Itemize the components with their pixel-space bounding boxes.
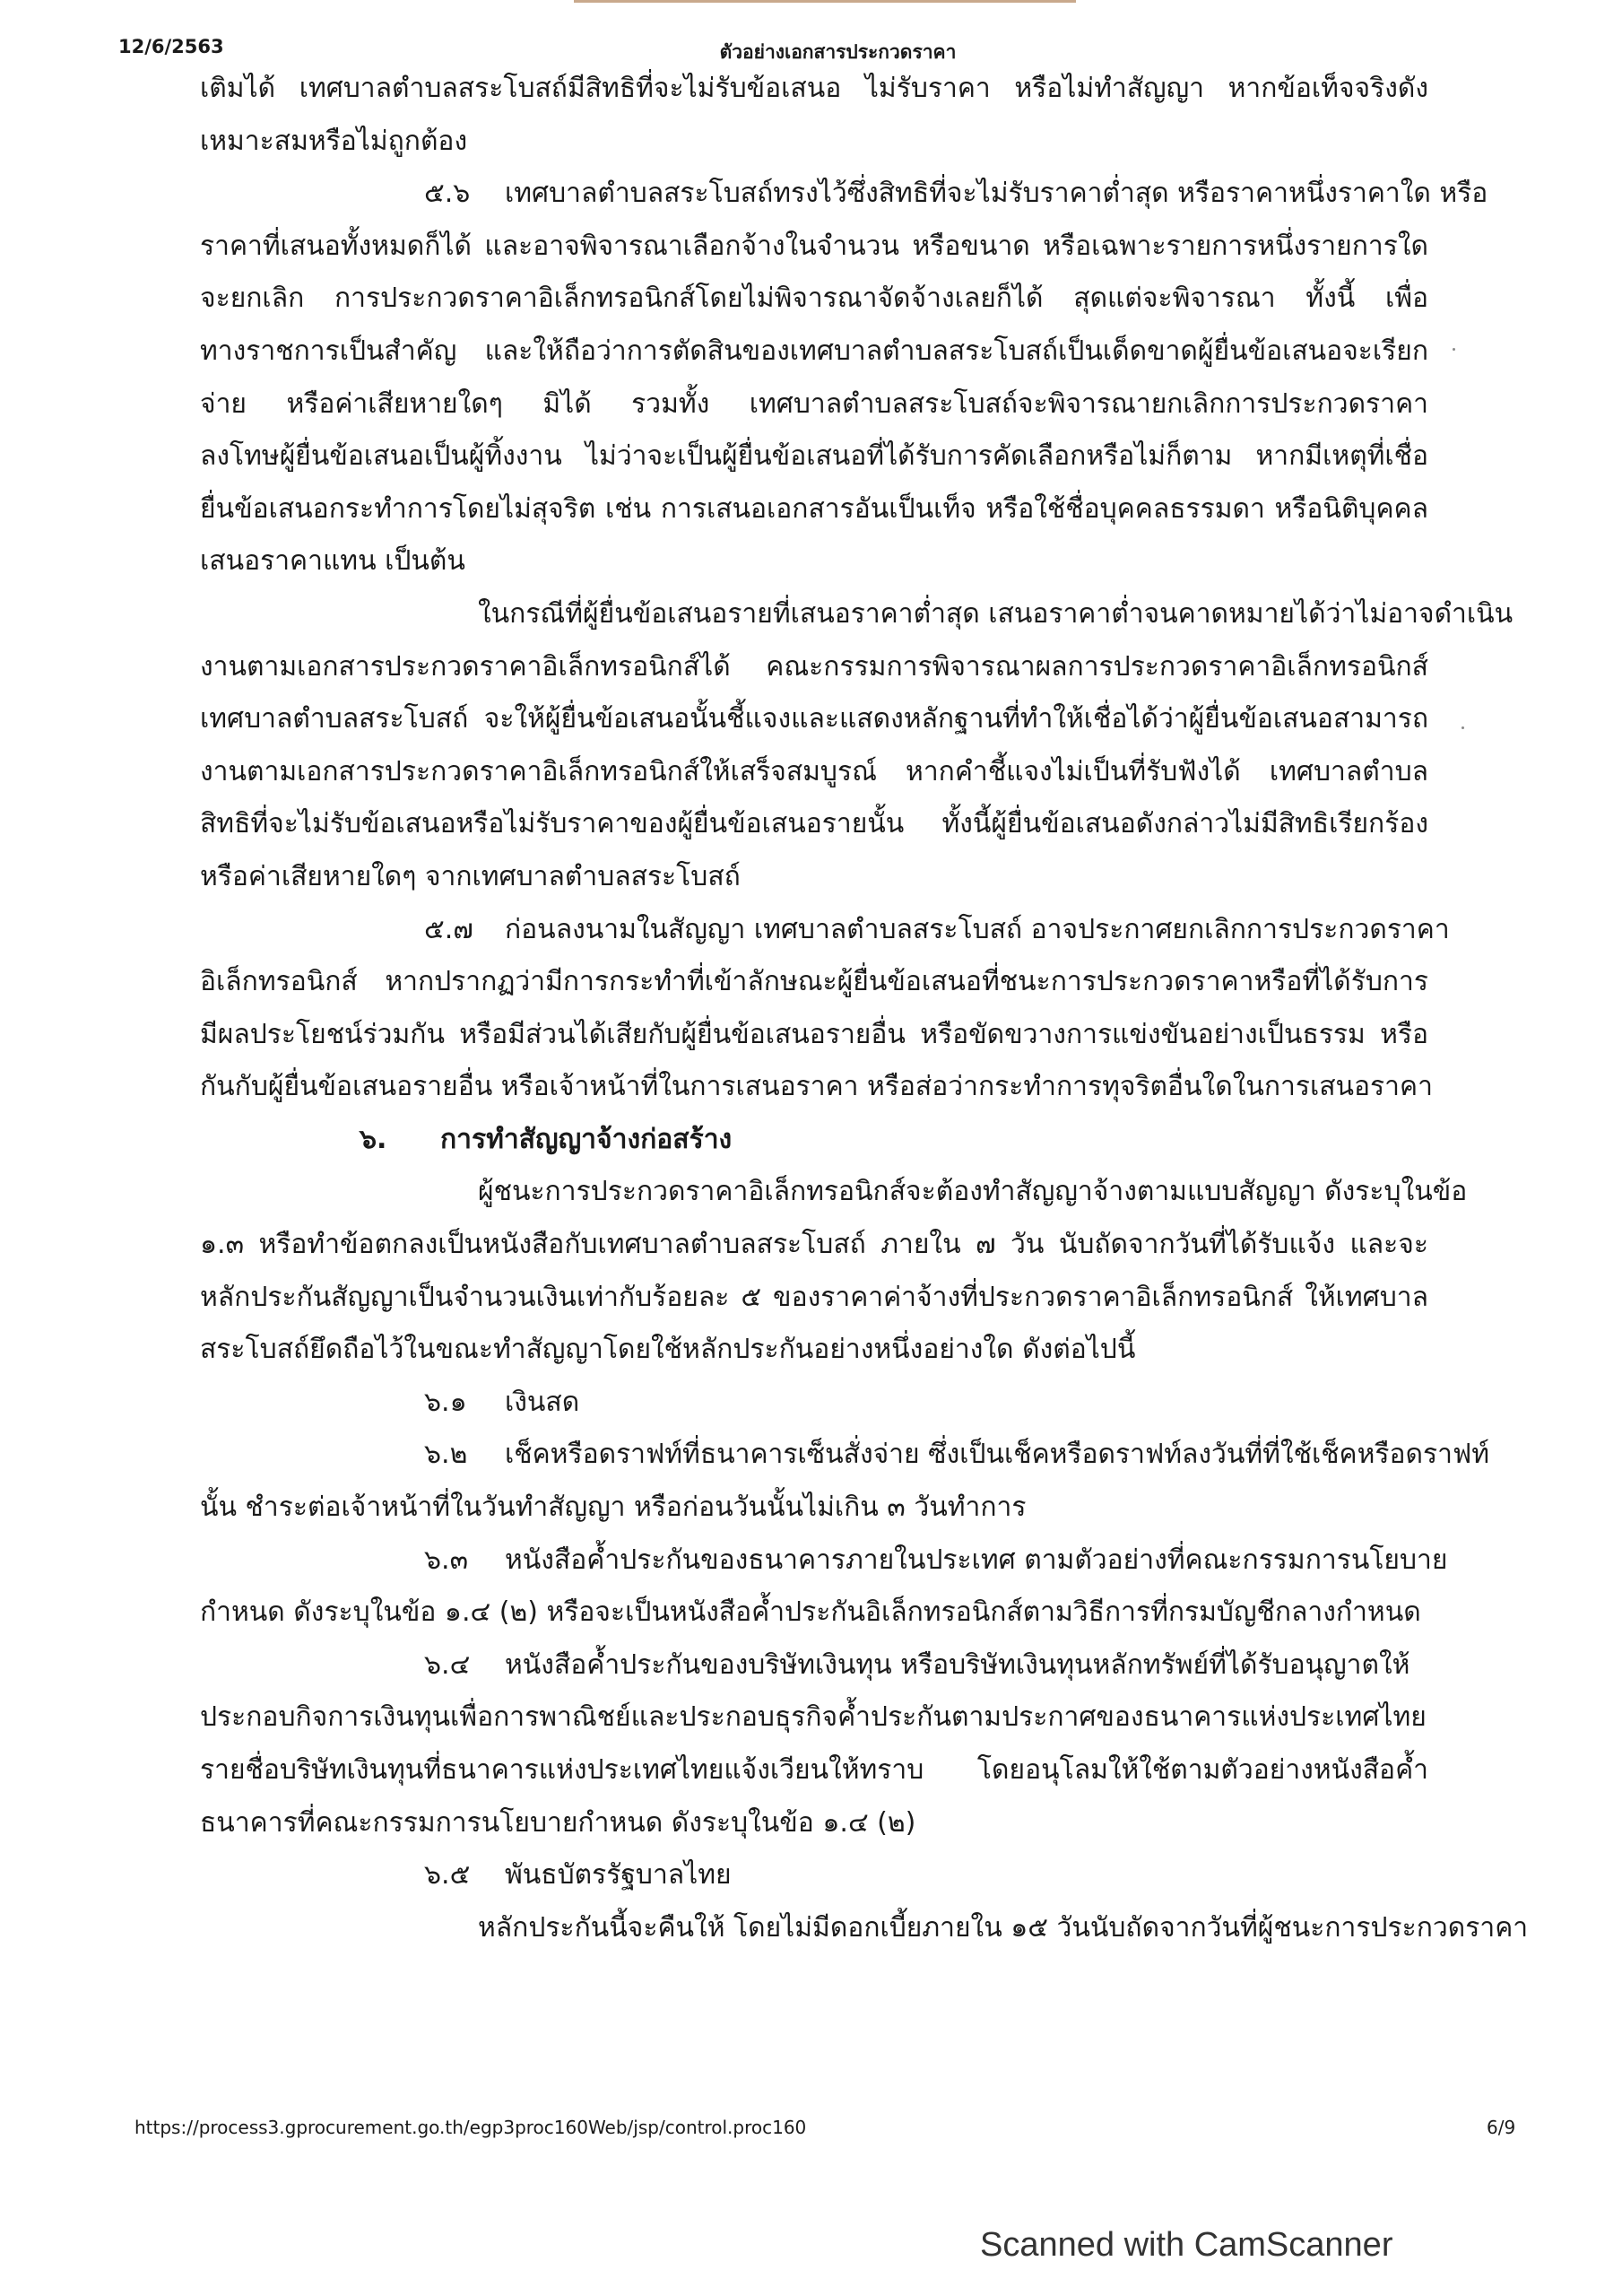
document-line	[200, 1692, 1428, 1744]
document-line	[200, 378, 1428, 431]
line-text: กำหนด ดังระบุในข้อ ๑.๔ (๒) หรือจะเป็นหนังสือค้ำประกันอิเล็กทรอนิกส์ตามวิธีการที่กรมบัญชีกลางกำหนด	[200, 1596, 1421, 1629]
line-text: ธนาคารที่คณะกรรมการนโยบายกำหนด ดังระบุในข้อ ๑.๔ (๒)	[200, 1806, 916, 1839]
clause-number: ๖.๕	[424, 1859, 471, 1892]
line-text: รายชื่อบริษัทเงินทุนที่ธนาคารแห่งประเทศไทยแจ้งเวียนให้ทราบ โดยอนุโลมให้ใช้ตามตัวอย่างหนังสือค้ำ	[200, 1754, 1428, 1786]
line-text: เช็คหรือดราฟท์ที่ธนาคารเซ็นสั่งจ่าย ซึ่งเป็นเช็คหรือดราฟท์ลงวันที่ที่ใช้เช็คหรือดราฟท์	[505, 1439, 1489, 1471]
line-text: เงินสด	[505, 1386, 580, 1418]
line-text: จ่าย หรือค่าเสียหายใดๆ มิได้ รวมทั้ง เทศบาลตำบลสระโบสถ์จะพิจารณายกเลิกการประกวดราคา	[200, 387, 1428, 420]
footer-url: https://process3.gprocurement.go.th/egp3proc160Web/jsp/control.proc160	[134, 2117, 807, 2138]
clause-number: ๖.๔	[424, 1648, 471, 1681]
document-line	[200, 1324, 1428, 1377]
document-line	[200, 430, 1428, 483]
line-text: งานตามเอกสารประกวดราคาอิเล็กทรอนิกส์ให้เสร็จสมบูรณ์ หากคำชี้แจงไม่เป็นที่รับฟังได้ เทศบาลตำบล	[200, 755, 1428, 787]
line-text: ราคาที่เสนอทั้งหมดก็ได้ และอาจพิจารณาเลือกจ้างในจำนวน หรือขนาด หรือเฉพาะรายการหนึ่งรายการใด	[200, 230, 1428, 262]
line-text: การทำสัญญาจ้างก่อสร้าง	[440, 1123, 733, 1155]
document-line	[200, 851, 1428, 904]
line-text: งานตามเอกสารประกวดราคาอิเล็กทรอนิกส์ได้ คณะกรรมการพิจารณาผลการประกวดราคาอิเล็กทรอนิกส์	[200, 650, 1428, 683]
document-line	[200, 1535, 1448, 1587]
line-text: เหมาะสมหรือไม่ถูกต้อง	[200, 125, 468, 157]
line-text: หรือค่าเสียหายใดๆ จากเทศบาลตำบลสระโบสถ์	[200, 860, 741, 892]
document-line	[200, 1849, 1428, 1902]
scan-speck	[1462, 726, 1464, 729]
line-text: หลักประกันสัญญาเป็นจำนวนเงินเท่ากับร้อยละ ๕ ของราคาค่าจ้างที่ประกวดราคาอิเล็กทรอนิกส์ ให้เทศบาล	[200, 1281, 1428, 1313]
document-line	[200, 956, 1428, 1009]
document-line	[200, 1114, 1428, 1167]
line-text: นั้น ชำระต่อเจ้าหน้าที่ในวันทำสัญญา หรือก่อนวันนั้นไม่เกิน ๓ วันทำการ	[200, 1492, 1027, 1524]
line-text: ประกอบกิจการเงินทุนเพื่อการพาณิชย์และประกอบธุรกิจค้ำประกันตามประกาศของธนาคารแห่งประเทศไทย	[200, 1701, 1427, 1734]
line-text: เทศบาลตำบลสระโบสถ์ จะให้ผู้ยื่นข้อเสนอนั้นชี้แจงและแสดงหลักฐานที่ทำให้เชื่อได้ว่าผู้ยื่นข้อเสนอสามารถ	[200, 703, 1428, 735]
clause-number: ๖.๑	[424, 1386, 467, 1418]
document-line	[200, 1744, 1428, 1797]
document-line	[200, 273, 1428, 326]
footer-page-number: 6/9	[1487, 2117, 1516, 2138]
document-line	[200, 1797, 1428, 1850]
line-text: อิเล็กทรอนิกส์ หากปรากฏว่ามีการกระทำที่เข้าลักษณะผู้ยื่นข้อเสนอที่ชนะการประกวดราคาหรือที่ได้รับการ	[200, 966, 1428, 998]
document-line	[200, 1219, 1428, 1272]
clause-number: ๖.๓	[424, 1544, 469, 1576]
line-text: ลงโทษผู้ยื่นข้อเสนอเป็นผู้ทิ้งงาน ไม่ว่าจะเป็นผู้ยื่นข้อเสนอที่ได้รับการคัดเลือกหรือไม่ก็ตาม หากมีเหตุที่เชื่อ	[200, 440, 1428, 473]
line-text: หนังสือค้ำประกันของบริษัทเงินทุน หรือบริษัทเงินทุนหลักทรัพย์ที่ได้รับอนุญาตให้	[505, 1648, 1410, 1681]
document-line	[200, 1377, 1428, 1430]
document-line	[200, 116, 1428, 169]
line-text: มีผลประโยชน์ร่วมกัน หรือมีส่วนได้เสียกับผู้ยื่นข้อเสนอรายอื่น หรือขัดขวางการแข่งขันอย่างเป็นธรรม หรือ	[200, 1018, 1428, 1050]
document-line	[200, 63, 1428, 116]
line-text: สิทธิที่จะไม่รับข้อเสนอหรือไม่รับราคาของผู้ยื่นข้อเสนอรายนั้น ทั้งนี้ผู้ยื่นข้อเสนอดังกล่าวไม่มีสิทธิเรียกร้อง	[200, 808, 1428, 840]
line-text: ยื่นข้อเสนอกระทำการโดยไม่สุจริต เช่น การเสนอเอกสารอันเป็นเท็จ หรือใช้ชื่อบุคคลธรรมดา หรือนิติบุคคล	[200, 492, 1428, 525]
clause-number: ๖.	[360, 1123, 387, 1155]
scan-speck	[1453, 348, 1455, 351]
document-line	[200, 1639, 1428, 1692]
document-line	[200, 1009, 1428, 1062]
document-line	[200, 326, 1428, 378]
line-text: ๑.๓ หรือทำข้อตกลงเป็นหนังสือกับเทศบาลตำบลสระโบสถ์ ภายใน ๗ วัน นับถัดจากวันที่ได้รับแจ้ง และจะ	[200, 1229, 1428, 1261]
line-text: กันกับผู้ยื่นข้อเสนอรายอื่น หรือเจ้าหน้าที่ในการเสนอราคา หรือส่อว่ากระทำการทุจริตอื่นใดในการเสนอราคา	[200, 1071, 1433, 1103]
document-line	[200, 221, 1428, 274]
document-line	[200, 798, 1428, 851]
line-text: ก่อนลงนามในสัญญา เทศบาลตำบลสระโบสถ์ อาจประกาศยกเลิกการประกวดราคา	[505, 913, 1450, 945]
line-text: เสนอราคาแทน เป็นต้น	[200, 545, 465, 578]
scan-top-edge	[574, 0, 1076, 3]
scanner-watermark: Scanned with CamScanner	[980, 2226, 1393, 2264]
clause-number: ๕.๖	[424, 178, 471, 210]
clause-number: ๕.๗	[424, 913, 473, 945]
document-body	[200, 63, 1529, 1954]
document-line	[200, 1166, 1468, 1219]
document-line	[200, 483, 1428, 536]
line-text: ทางราชการเป็นสำคัญ และให้ถือว่าการตัดสินของเทศบาลตำบลสระโบสถ์เป็นเด็ดขาดผู้ยื่นข้อเสนอจะเรียก	[200, 335, 1428, 367]
header-date: 12/6/2563	[118, 36, 224, 57]
header-title: ตัวอย่างเอกสารประกวดราคา	[719, 41, 957, 63]
line-text: เติมได้ เทศบาลตำบลสระโบสถ์มีสิทธิที่จะไม่รับข้อเสนอ ไม่รับราคา หรือไม่ทำสัญญา หากข้อเท็จจริงดัง	[200, 73, 1428, 104]
document-line	[200, 693, 1428, 746]
document-line	[200, 168, 1488, 221]
clause-number: ๖.๒	[424, 1439, 468, 1471]
document-line	[200, 746, 1428, 799]
document-line	[200, 904, 1450, 957]
line-text: สระโบสถ์ยึดถือไว้ในขณะทำสัญญาโดยใช้หลักประกันอย่างหนึ่งอย่างใด ดังต่อไปนี้	[200, 1334, 1136, 1366]
line-text: จะยกเลิก การประกวดราคาอิเล็กทรอนิกส์โดยไม่พิจารณาจัดจ้างเลยก็ได้ สุดแต่จะพิจารณา ทั้งนี้ เพื่อ	[200, 283, 1428, 315]
document-line	[200, 1587, 1428, 1639]
line-text: พันธบัตรรัฐบาลไทย	[505, 1859, 732, 1892]
document-line	[200, 1429, 1489, 1482]
document-line	[200, 1482, 1428, 1535]
line-text: ผู้ชนะการประกวดราคาอิเล็กทรอนิกส์จะต้องทำสัญญาจ้างตามแบบสัญญา ดังระบุในข้อ	[478, 1176, 1468, 1208]
document-line	[200, 1272, 1428, 1325]
document-line	[200, 1061, 1433, 1114]
document-line	[200, 1902, 1529, 1955]
line-text: เทศบาลตำบลสระโบสถ์ทรงไว้ซึ่งสิทธิที่จะไม่รับราคาต่ำสุด หรือราคาหนึ่งราคาใด หรือ	[505, 178, 1488, 210]
document-line	[200, 588, 1514, 641]
document-line	[200, 535, 1428, 588]
line-text: หลักประกันนี้จะคืนให้ โดยไม่มีดอกเบี้ยภายใน ๑๕ วันนับถัดจากวันที่ผู้ชนะการประกวดราคา	[478, 1911, 1529, 1944]
document-line	[200, 641, 1428, 694]
line-text: หนังสือค้ำประกันของธนาคารภายในประเทศ ตามตัวอย่างที่คณะกรรมการนโยบาย	[505, 1544, 1448, 1576]
line-text: ในกรณีที่ผู้ยื่นข้อเสนอรายที่เสนอราคาต่ำสุด เสนอราคาต่ำจนคาดหมายได้ว่าไม่อาจดำเนิน	[478, 597, 1514, 630]
